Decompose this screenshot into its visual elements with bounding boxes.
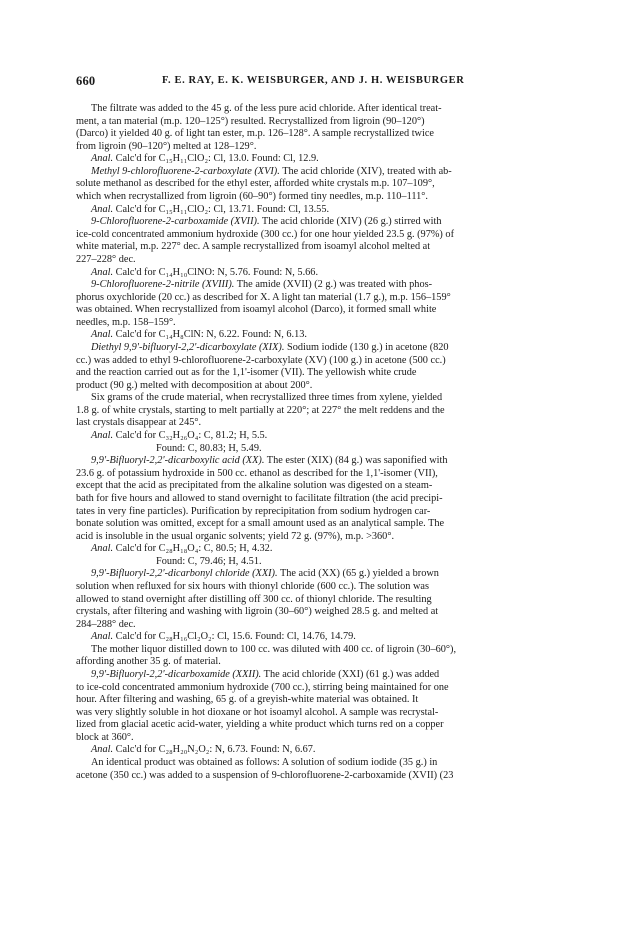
text-line: solution when refluxed for six hours with thionyl chloride (600 cc.). The solution was — [76, 580, 429, 592]
text-line: Anal. Calc'd for C₁₅H₁₁ClO₂: Cl, 13.71. Found: Cl, 13.55. — [91, 203, 330, 215]
text-line: The filtrate was added to the 45 g. of the less pure acid chloride. After identical treat- — [91, 103, 442, 114]
text-line: tates in very fine particles). Purification by reprecipitation from sodium hydrogen car- — [76, 505, 431, 517]
text-line: 9-Chlorofluorene-2-carboxamide (XVII). The acid chloride (XIV) (26 g.) stirred with — [91, 216, 442, 228]
page-header — [76, 74, 556, 88]
text-line: to ice-cold concentrated ammonium hydroxide (700 cc.), stirring being maintained for one — [76, 681, 449, 693]
text-line: ment, a tan material (m.p. 120–125°) resulted. Recrystallized from ligroin (90–120°) — [76, 115, 425, 127]
text-line: The mother liquor distilled down to 100 cc. was diluted with 400 cc. of ligroin (30–60°), — [91, 643, 457, 655]
italic-heading: Anal. — [91, 631, 114, 643]
italic-heading: Anal. — [91, 266, 114, 278]
text-line: acid is insoluble in the usual organic solvents; yield 72 g. (97%), m.p. >360°. — [76, 530, 395, 542]
italic-heading: 9,9'-Bifluoryl-2,2'-dicarboxylic acid (XX). — [91, 455, 265, 467]
text-line: product (90 g.) melted with decomposition at about 200°. — [76, 379, 313, 391]
text-line: Found: C, 80.83; H, 5.49. — [156, 442, 262, 454]
text-line: acetone (350 cc.) was added to a suspension of 9-chlorofluorene-2-carboxamide (XVII) (23 — [76, 769, 454, 781]
italic-heading: Anal. — [91, 329, 114, 341]
text-line: 9,9'-Bifluoryl-2,2'-dicarbonyl chloride (XXI). The acid (XX) (65 g.) yielded a brown — [91, 568, 439, 580]
text-line: 9,9'-Bifluoryl-2,2'-dicarboxamide (XXII). The acid chloride (XXI) (61 g.) was added — [91, 669, 440, 681]
text-line: Six grams of the crude material, when recrystallized three times from xylene, yielded — [91, 392, 443, 404]
text-line: An identical product was obtained as follows: A solution of sodium iodide (35 g.) in — [91, 757, 438, 769]
text-line: 1.8 g. of white crystals, starting to melt partially at 220°; at 227° the melt reddens and the — [76, 404, 445, 416]
page-number: 660 — [76, 74, 96, 88]
text-line: Anal. Calc'd for C₁₄H₈ClN: N, 6.22. Found: N, 6.13. — [91, 329, 307, 341]
text-line: block at 360°. — [76, 731, 134, 743]
text-line: needles, m.p. 158–159°. — [76, 316, 176, 328]
text-line: Found: C, 79.46; H, 4.51. — [156, 555, 262, 567]
text-line: white material, m.p. 227° dec. A sample recrystallized from isoamyl alcohol melted at — [76, 241, 431, 253]
text-line: 284–288° dec. — [76, 618, 136, 630]
text-line: 9,9'-Bifluoryl-2,2'-dicarboxylic acid (XX). The ester (XIX) (84 g.) was saponified with — [91, 455, 448, 467]
text-line: allowed to stand overnight after distilling off 300 cc. of thionyl chloride. The resulting — [76, 593, 432, 605]
text-line: last crystals disappear at 245°. — [76, 417, 202, 429]
italic-heading: Methyl 9-chlorofluorene-2-carboxylate (XVI). — [91, 165, 280, 177]
text-line: and the reaction carried out as for the 1,1'-isomer (VII). The yellowish white crude — [76, 367, 417, 379]
italic-heading: Diethyl 9,9'-bifluoryl-2,2'-dicarboxylate (XIX). — [91, 341, 285, 353]
italic-heading: Anal. — [91, 430, 114, 442]
text-line: 23.6 g. of potassium hydroxide in 500 cc. ethanol as described for the 1,1'-isomer (VII), — [76, 467, 438, 479]
text-line: phorus oxychloride (20 cc.) as described for X. A light tan material (1.7 g.), m.p. 156–159° — [76, 291, 451, 303]
text-line: was very slightly soluble in hot dioxane or hot isoamyl alcohol. A sample was recrystal- — [76, 706, 439, 718]
italic-heading: 9-Chlorofluorene-2-nitrile (XVIII). — [91, 279, 235, 291]
text-line: bonate solution was omitted, except for a small amount used as an analytical sample. The — [76, 518, 445, 530]
body-text — [76, 103, 558, 782]
text-line: Anal. Calc'd for C₂₈H₂₀N₂O₂: N, 6.73. Found: N, 6.67. — [91, 744, 316, 756]
text-line: Anal. Calc'd for C₃₂H₂₆O₄: C, 81.2; H, 5.5. — [91, 430, 268, 442]
text-line: Anal. Calc'd for C₂₈H₁₆Cl₂O₂: Cl, 15.6. Found: Cl, 14.76, 14.79. — [91, 631, 356, 643]
italic-heading: 9,9'-Bifluoryl-2,2'-dicarbonyl chloride (XXI). — [91, 568, 278, 580]
running-head: F. E. RAY, E. K. WEISBURGER, AND J. H. WEISBURGER — [162, 75, 465, 86]
italic-heading: Anal. — [91, 203, 114, 215]
italic-heading: 9-Chlorofluorene-2-carboxamide (XVII). — [91, 216, 260, 228]
text-line: (Darco) it yielded 40 g. of light tan ester, m.p. 126–128°. A sample recrystallized twice — [76, 128, 434, 140]
text-line: which when recrystallized from ligroin (60–90°) formed tiny needles, m.p. 110–111°. — [76, 191, 428, 203]
italic-heading: Anal. — [91, 543, 114, 555]
text-line: lized from glacial acetic acid-water, yielding a white product which turns red on a copper — [76, 719, 444, 731]
text-line: ice-cold concentrated ammonium hydroxide (300 cc.) for one hour yielded 23.5 g. (97%) of — [76, 228, 454, 240]
text-line: 227–228° dec. — [76, 253, 136, 265]
text-line: Anal. Calc'd for C₂₈H₁₈O₄: C, 80.5; H, 4.32. — [91, 543, 273, 555]
text-line: 9-Chlorofluorene-2-nitrile (XVIII). The amide (XVII) (2 g.) was treated with phos- — [91, 279, 433, 291]
italic-heading: 9,9'-Bifluoryl-2,2'-dicarboxamide (XXII). — [91, 669, 262, 681]
text-line: hour. After filtering and washing, 65 g. of a greyish-white material was obtained. It — [76, 694, 419, 706]
text-line: was obtained. When recrystallized from isoamyl alcohol (Darco), it formed small white — [76, 304, 437, 316]
text-line: Diethyl 9,9'-bifluoryl-2,2'-dicarboxylate (XIX). Sodium iodide (130 g.) in acetone (820 — [91, 341, 449, 353]
text-line: affording another 35 g. of material. — [76, 656, 221, 668]
italic-heading: Anal. — [91, 744, 114, 756]
text-line: cc.) was added to ethyl 9-chlorofluorene-2-carboxylate (XV) (100 g.) in acetone (500 cc.) — [76, 354, 446, 366]
text-line: crystals, after filtering and washing with ligroin (30–60°) weighed 28.5 g. and melted at — [76, 606, 439, 618]
italic-heading: Anal. — [91, 153, 114, 165]
text-line: Anal. Calc'd for C₁₄H₁₀ClNO: N, 5.76. Found: N, 5.66. — [91, 266, 319, 278]
text-line: solute methanol as described for the ethyl ester, afforded white crystals m.p. 107–109°, — [76, 178, 435, 190]
text-line: from ligroin (90–120°) melted at 128–129°. — [76, 140, 257, 152]
text-line: Anal. Calc'd for C₁₅H₁₁ClO₂: Cl, 13.0. Found: Cl, 12.9. — [91, 153, 319, 165]
text-line: except that the acid as precipitated from the alkaline solution was digested on a steam- — [76, 480, 433, 492]
text-line: bath for five hours and allowed to stand overnight to facilitate filtration (the acid precipi- — [76, 492, 443, 504]
text-line: Methyl 9-chlorofluorene-2-carboxylate (XVI). The acid chloride (XIV), treated with ab- — [91, 165, 452, 177]
